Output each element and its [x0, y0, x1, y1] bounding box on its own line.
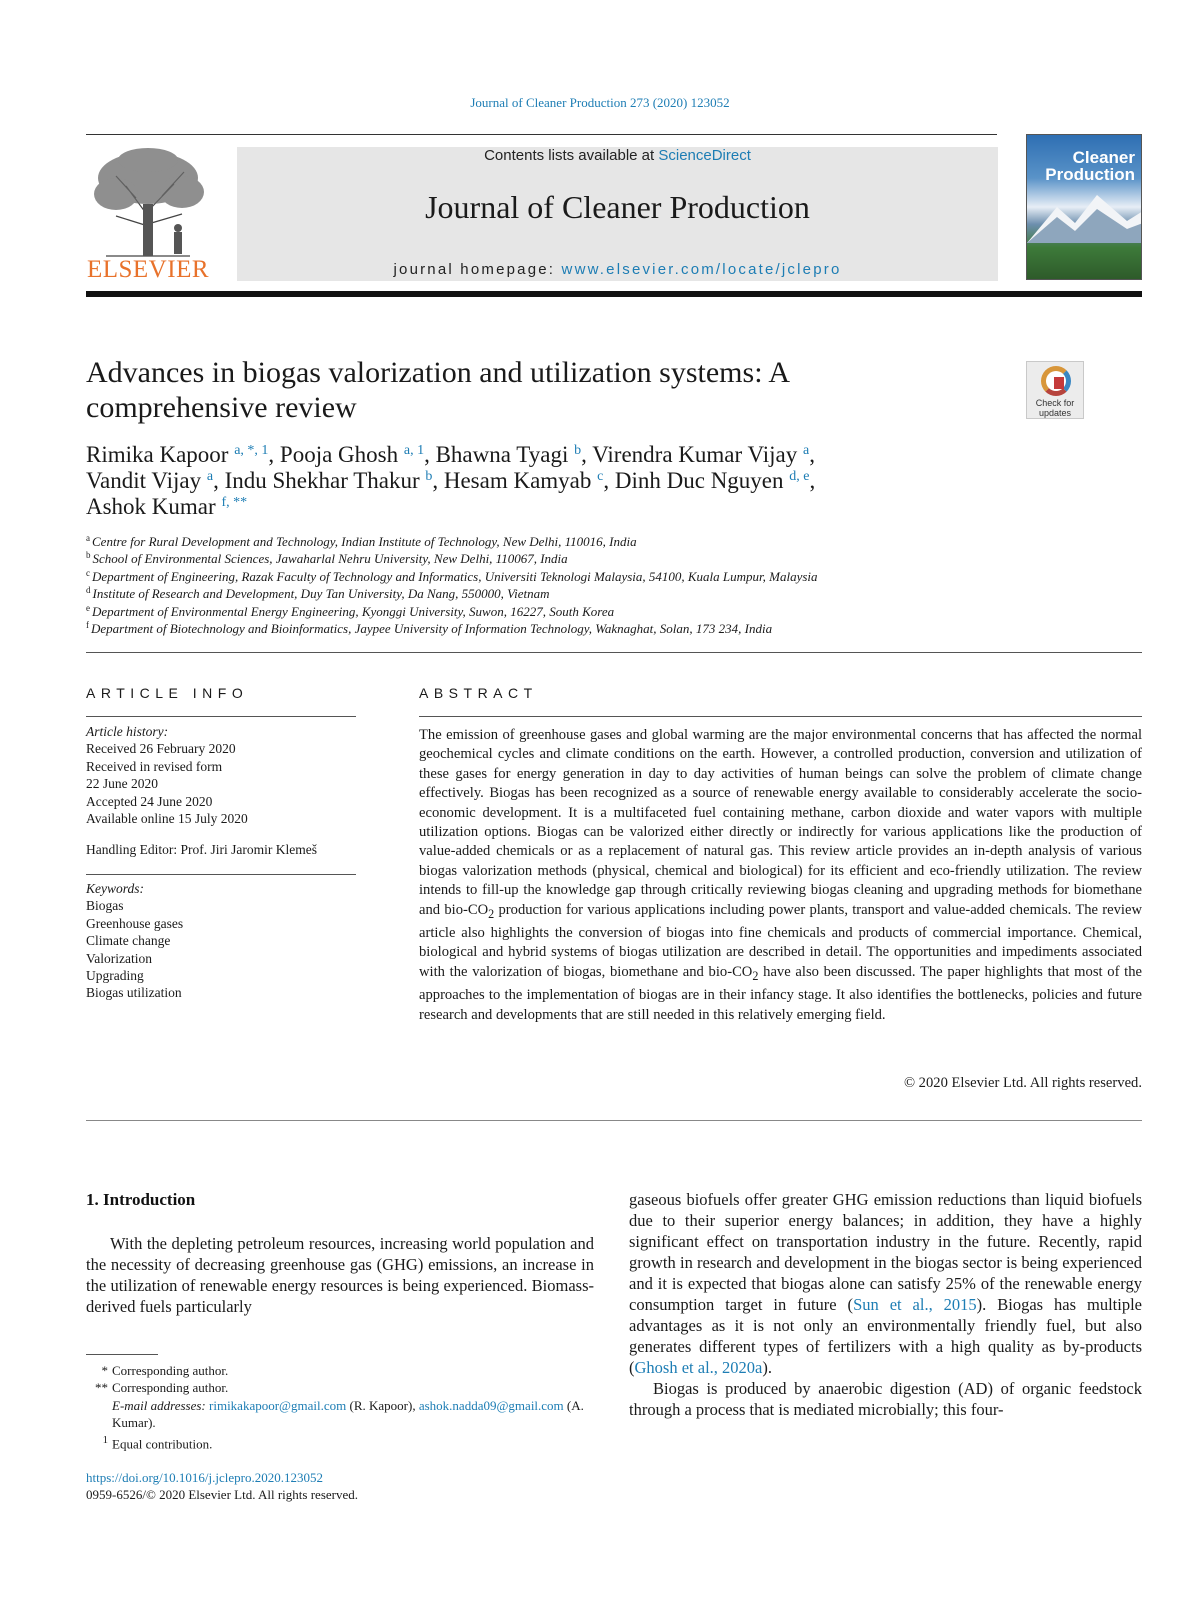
affiliation-item [86, 533, 1146, 550]
footnotes [86, 1362, 596, 1452]
homepage-prefix: journal homepage: [393, 261, 562, 278]
author-line [86, 494, 1106, 520]
article-title-line1: Advances in biogas valorization and utilization systems: A [86, 356, 791, 389]
check-for-updates-button[interactable] [1026, 361, 1084, 419]
tree-icon [86, 146, 210, 258]
author-name[interactable]: Hesam Kamyab [443, 468, 592, 493]
bookmark-icon [1054, 377, 1064, 389]
author-separator: , [581, 442, 593, 467]
introduction-heading: 1. Introduction [86, 1190, 196, 1209]
affiliation-text: School of Environmental Sciences, Jawaharlal Nehru University, New Delhi, 110067, India [92, 551, 568, 567]
affiliation-item [86, 603, 1146, 620]
masthead-thick-rule [86, 291, 1142, 297]
article-title [86, 355, 966, 425]
intro-left-column [86, 1233, 594, 1317]
email-label: E-mail addresses: [112, 1397, 210, 1413]
subscript: 2 [488, 906, 495, 921]
header-rule [86, 134, 997, 135]
author-name[interactable]: Virendra Kumar Vijay [592, 442, 798, 467]
received-date: Received 26 February 2020 [86, 741, 236, 757]
handling-editor: Handling Editor: Prof. Jiri Jaromir Klemeš [86, 842, 317, 857]
author-name[interactable]: Bhawna Tyagi [435, 442, 569, 467]
author-separator: , [268, 442, 280, 467]
affiliation-list [86, 533, 1146, 637]
elsevier-logo[interactable] [86, 146, 210, 284]
email-owner: (A. Kumar). [112, 1397, 584, 1431]
contents-available-line [237, 147, 998, 164]
footnote-rule [86, 1354, 158, 1355]
footnote-mark: * [101, 1363, 108, 1378]
article-history [86, 723, 356, 827]
affiliation-key: c [86, 567, 90, 578]
keywords-label: Keywords: [86, 881, 144, 896]
author-affiliation-marks[interactable]: a [802, 443, 810, 458]
affiliation-key: f [86, 620, 89, 631]
author-name[interactable]: Ashok Kumar [86, 494, 216, 519]
affiliation-item [86, 550, 1146, 567]
footnote-item [86, 1432, 596, 1453]
keyword-item: Biogas utilization [86, 985, 182, 1001]
affiliation-key: d [86, 585, 91, 596]
abstract-body [419, 726, 1142, 1025]
cover-title-line2: Production [1045, 165, 1135, 184]
author-separator: , [809, 442, 815, 467]
article-info-heading: ARTICLE INFO [86, 685, 249, 701]
author-name[interactable]: Dinh Duc Nguyen [614, 468, 784, 493]
keyword-item: Upgrading [86, 968, 144, 984]
abstract-text-part: have also been discussed. The paper highlights that most of the approaches to the implementation of biogas are in their infancy stage. It also identifies the bottlenecks, policies and future research and developments that are still needed in this relatively emerging field. [419, 963, 1142, 1023]
author-affiliation-marks[interactable]: f, ** [221, 495, 248, 510]
abstract-heading: ABSTRACT [419, 685, 538, 701]
abstract-divider [86, 1120, 1142, 1121]
affiliation-text: Department of Engineering, Razak Faculty of Technology and Informatics, Universiti Teknologi Malaysia, 54100, Kuala Lumpur, Malaysia [92, 568, 818, 584]
affiliation-item [86, 585, 1146, 602]
author-name[interactable]: Vandit Vijay [86, 468, 202, 493]
journal-masthead [237, 147, 998, 281]
intro-paragraph: With the depleting petroleum resources, increasing world population and the necessity of decreasing greenhouse gas (GHG) emissions, an increase in the utilization of renewable energy resources is being experienced. Biomass-derived fuels particularly [86, 1234, 594, 1316]
footnote-mark: 1 [102, 1433, 108, 1446]
author-affiliation-marks[interactable]: d, e [789, 469, 810, 484]
author-name[interactable]: Rimika Kapoor [86, 442, 229, 467]
affiliation-item [86, 620, 1146, 637]
author-line [86, 468, 1106, 494]
journal-title[interactable]: Journal of Cleaner Production [425, 189, 810, 225]
article-title-line2: comprehensive review [86, 391, 357, 424]
keyword-item: Greenhouse gases [86, 915, 184, 931]
abstract-rule [419, 716, 1142, 717]
footnote-item [86, 1362, 596, 1379]
affiliation-text: Department of Environmental Energy Engineering, Kyonggi University, Suwon, 16227, South Korea [92, 603, 615, 619]
author-separator: , [424, 442, 436, 467]
affiliation-item [86, 568, 1146, 585]
issn-copyright: 0959-6526/© 2020 Elsevier Ltd. All rights reserved. [86, 1487, 358, 1503]
author-affiliation-marks[interactable]: b [574, 443, 582, 458]
contents-prefix: Contents lists available at [484, 147, 659, 164]
affiliation-divider [86, 652, 1142, 653]
footnote-text: Corresponding author. [112, 1380, 229, 1396]
email-link[interactable]: ashok.nadda09@gmail.com [418, 1397, 564, 1413]
affiliation-text: Centre for Rural Development and Technology, Indian Institute of Technology, New Delhi, 110016, India [92, 534, 637, 549]
intro-text-part: ). [762, 1358, 772, 1377]
check-updates-line1: Check for [1035, 398, 1075, 408]
mountain-icon [1027, 193, 1142, 243]
author-affiliation-marks[interactable]: a, *, 1 [234, 443, 269, 458]
keyword-item: Valorization [86, 950, 152, 966]
check-updates-icon [1041, 366, 1071, 396]
intro-text-part: gaseous biofuels offer greater GHG emission reductions than liquid biofuels due to their superior energy balances; in addition, they have a highly significant effect on transportation industry in the future. Recently, rapid growth in research and development in the biogas sector is being experienced and it is expected that biogas alone can satisfy 25% of the renewable energy consumption target in future ( [629, 1190, 1142, 1314]
keywords-rule [86, 874, 356, 875]
footnote-mark: ** [95, 1380, 108, 1396]
article-history-label: Article history: [86, 724, 169, 739]
author-name[interactable]: Indu Shekhar Thakur [224, 468, 420, 493]
footnote-text: Equal contribution. [112, 1435, 213, 1451]
keywords-block [86, 880, 356, 1002]
abstract-text-part: production for various applications including power plants, transport and value-added chemicals. The review article also highlights the conversion of biogas into fine chemicals and products of commercial importance. Chemical, biological and hybrid systems of biogas utilization are described in detail. The opportunities and impediments associated with the valorization of biogas, biomethane and bio-CO [419, 901, 1142, 980]
intro-right-column [629, 1189, 1142, 1420]
abstract-copyright: © 2020 Elsevier Ltd. All rights reserved. [903, 1075, 1142, 1091]
journal-homepage-link[interactable]: www.elsevier.com/locate/jclepro [561, 261, 842, 278]
author-separator: , [809, 468, 816, 493]
author-line [86, 442, 1106, 468]
intro-text-part: ). Biogas has multiple advantages as it is not only an environmentally friendly fuel, but also generates different types of fertilizers with a high quality as by-products ( [629, 1295, 1142, 1377]
reference-link[interactable]: Sun et al., 2015 [853, 1295, 977, 1314]
footnote-text: Corresponding author. [112, 1363, 229, 1378]
email-footnote [86, 1397, 596, 1432]
author-separator: , [432, 468, 444, 493]
footnote-item [86, 1379, 596, 1396]
affiliation-text: Department of Biotechnology and Bioinformatics, Jaypee University of Information Technology, Waknaghat, Solan, 173 234, India [91, 621, 773, 637]
cover-title [1045, 149, 1135, 183]
sciencedirect-link[interactable]: ScienceDirect [658, 147, 751, 164]
revised-date: 22 June 2020 [86, 776, 158, 792]
revised-label: Received in revised form [86, 758, 223, 774]
affiliation-key: a [86, 533, 90, 543]
keyword-item: Biogas [86, 898, 124, 914]
abstract-text-part: The emission of greenhouse gases and global warming are the major environmental concerns that has affected the normal geochemical cycles and climate conditions on the earth. However, a controlled production, conversion and utilization of these gases for energy generation in day to day activities of human beings can solve the problem of climate change effectively. Biogas has been recognized as a source of renewable energy available to considerably accelerate the socio-economic development. It is a multifaceted fuel containing methane, carbon dioxide and water vapors with multiple utilization options. Biogas can be valorized either directly or indirectly for various applications like the production of value-added chemicals or as a replacement of natural gas. This review article provides an in-depth analysis of various biogas valorization methods (physical, chemical and biological) for its efficient and eco-friendly utilization. The review intends to fill-up the knowledge gap through critically reviewing biogas cleaning and upgrading methods for biomethane and bio-CO [419, 727, 1142, 918]
article-info-rule [86, 716, 356, 717]
author-affiliation-marks[interactable]: a, 1 [403, 443, 425, 458]
email-owner: (R. Kapoor), [346, 1397, 419, 1413]
keyword-item: Climate change [86, 933, 171, 949]
doi-link[interactable]: https://doi.org/10.1016/j.jclepro.2020.123052 [86, 1470, 324, 1485]
intro-paragraph [629, 1189, 1142, 1378]
journal-homepage-line [237, 261, 998, 278]
affiliation-text: Institute of Research and Development, Duy Tan University, Da Nang, 550000, Vietnam [92, 586, 550, 602]
email-link[interactable]: rimikakapoor@gmail.com [209, 1397, 347, 1413]
author-affiliation-marks[interactable]: c [597, 469, 604, 484]
reference-link[interactable]: Ghosh et al., 2020a [634, 1358, 763, 1377]
elsevier-wordmark: ELSEVIER [86, 256, 210, 283]
author-name[interactable]: Pooja Ghosh [279, 442, 399, 467]
author-separator: , [213, 468, 225, 493]
online-date: Available online 15 July 2020 [86, 811, 248, 827]
doi-block [86, 1469, 358, 1504]
check-updates-label [1027, 398, 1083, 418]
journal-citation[interactable]: Journal of Cleaner Production 273 (2020) 123052 [470, 95, 730, 110]
affiliation-key: e [86, 602, 90, 613]
author-separator: , [603, 468, 615, 493]
author-list [86, 442, 1106, 520]
intro-paragraph: Biogas is produced by anaerobic digestion (AD) of organic feedstock through a process that is mediated microbially; this four- [629, 1379, 1142, 1419]
author-affiliation-marks[interactable]: a [206, 469, 214, 484]
accepted-date: Accepted 24 June 2020 [86, 793, 213, 809]
cover-title-line1: Cleaner [1072, 148, 1135, 167]
author-affiliation-marks[interactable]: b [425, 469, 433, 484]
affiliation-key: b [86, 550, 91, 561]
check-updates-line2: updates [1038, 408, 1072, 418]
journal-cover-thumbnail[interactable] [1026, 134, 1142, 280]
subscript: 2 [752, 968, 759, 983]
